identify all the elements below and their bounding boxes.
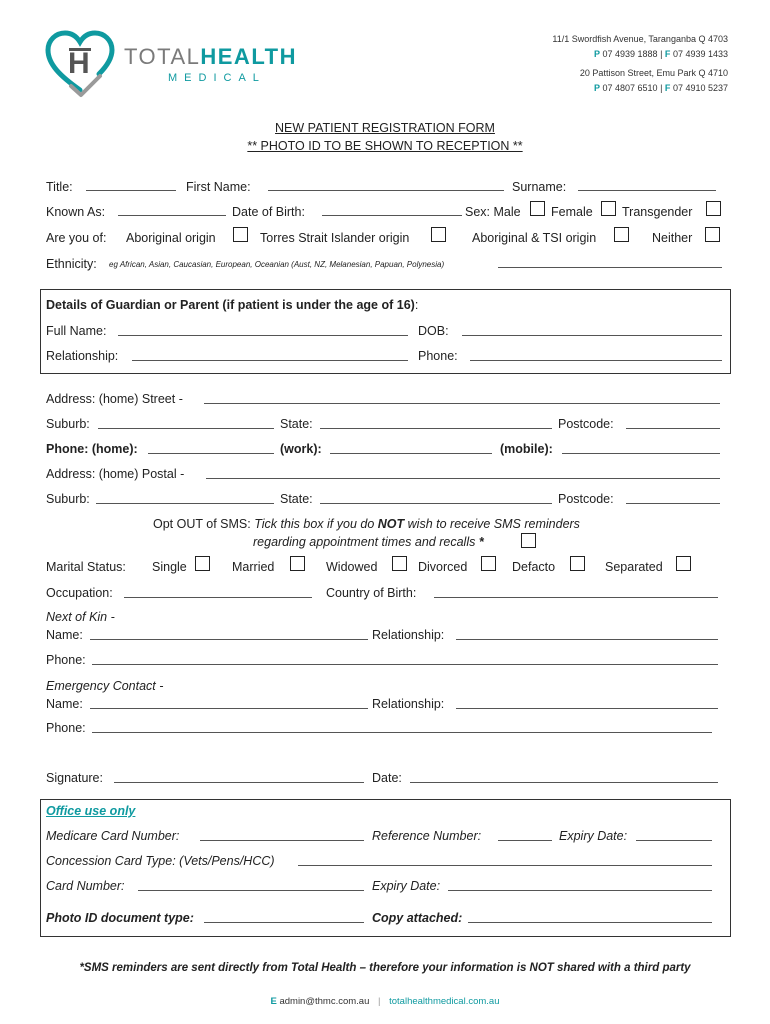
concession-label: Concession Card Type: (Vets/Pens/HCC) bbox=[46, 854, 275, 868]
married-label: Married bbox=[232, 560, 275, 574]
home-street-field[interactable] bbox=[204, 403, 720, 404]
signature-label: Signature: bbox=[46, 771, 103, 785]
title-label: Title: bbox=[46, 180, 73, 194]
state-field[interactable] bbox=[320, 428, 552, 429]
ethnicity-label: Ethnicity: bbox=[46, 257, 97, 271]
first-name-field[interactable] bbox=[268, 190, 504, 191]
copy-attached-label: Copy attached: bbox=[372, 911, 463, 925]
phone-fax-1 bbox=[552, 47, 728, 62]
reference-label: Reference Number: bbox=[372, 829, 482, 843]
separated-label: Separated bbox=[605, 560, 663, 574]
neither-checkbox[interactable] bbox=[705, 227, 720, 242]
guardian-heading bbox=[46, 298, 418, 312]
guardian-relationship-field[interactable] bbox=[132, 360, 408, 361]
female-checkbox[interactable] bbox=[601, 201, 616, 216]
state2-label: State: bbox=[280, 492, 313, 506]
suburb2-label: Suburb: bbox=[46, 492, 90, 506]
separator: | bbox=[660, 83, 663, 93]
expiry2-label: Expiry Date: bbox=[372, 879, 441, 893]
emergency-heading: Emergency Contact - bbox=[46, 679, 164, 693]
sms-line-1 bbox=[153, 517, 580, 531]
separator: | bbox=[660, 49, 663, 59]
address-1: 11/1 Swordfish Avenue, Taranganba Q 4703 bbox=[552, 34, 728, 44]
p-label: P bbox=[593, 49, 600, 59]
address-2: 20 Pattison Street, Emu Park Q 4710 bbox=[579, 68, 728, 78]
nok-relationship-label: Relationship: bbox=[372, 628, 445, 642]
brand-name-bold: HEALTH bbox=[200, 44, 297, 69]
expiry-label: Expiry Date: bbox=[559, 829, 628, 843]
home-street-label: Address: (home) Street - bbox=[46, 392, 183, 406]
atsi-label: Aboriginal & TSI origin bbox=[472, 231, 597, 245]
photo-id-field[interactable] bbox=[204, 922, 364, 923]
emergency-name-field[interactable] bbox=[90, 708, 368, 709]
nok-name-field[interactable] bbox=[90, 639, 368, 640]
suburb2-field[interactable] bbox=[96, 503, 274, 504]
postcode-label: Postcode: bbox=[558, 417, 614, 431]
sms-line-2-text: regarding appointment times and recalls bbox=[253, 535, 476, 549]
emergency-name-label: Name: bbox=[46, 697, 83, 711]
brand-name bbox=[124, 44, 297, 70]
form-title: NEW PATIENT REGISTRATION FORM bbox=[275, 121, 495, 135]
emergency-relationship-label: Relationship: bbox=[372, 697, 445, 711]
phone-1: 07 4939 1888 bbox=[602, 49, 658, 59]
phone-mobile-field[interactable] bbox=[562, 453, 720, 454]
brand-sub: MEDICAL bbox=[168, 72, 266, 84]
widowed-checkbox[interactable] bbox=[392, 556, 407, 571]
f-label: F bbox=[664, 83, 671, 93]
card-number-field[interactable] bbox=[138, 890, 364, 891]
aboriginal-checkbox[interactable] bbox=[233, 227, 248, 242]
married-checkbox[interactable] bbox=[290, 556, 305, 571]
occupation-label: Occupation: bbox=[46, 586, 113, 600]
widowed-label: Widowed bbox=[326, 560, 378, 574]
phone-2: 07 4807 6510 bbox=[602, 83, 658, 93]
form-subtitle: ** PHOTO ID TO BE SHOWN TO RECEPTION ** bbox=[247, 139, 523, 153]
emergency-phone-label: Phone: bbox=[46, 721, 86, 735]
single-checkbox[interactable] bbox=[195, 556, 210, 571]
suburb-field[interactable] bbox=[98, 428, 274, 429]
phone-mobile-label: (mobile): bbox=[500, 442, 553, 456]
state2-field[interactable] bbox=[320, 503, 552, 504]
torres-checkbox[interactable] bbox=[431, 227, 446, 242]
sms-prefix: Opt OUT of SMS: bbox=[153, 517, 251, 531]
guardian-dob-label: DOB: bbox=[418, 324, 449, 338]
phone-fax-2 bbox=[552, 81, 728, 96]
footer-separator: | bbox=[378, 996, 381, 1007]
copy-attached-field[interactable] bbox=[468, 922, 712, 923]
postcode2-label: Postcode: bbox=[558, 492, 614, 506]
occupation-field[interactable] bbox=[124, 597, 312, 598]
date-label: Date: bbox=[372, 771, 402, 785]
postcode2-field[interactable] bbox=[626, 503, 720, 504]
female-label: Female bbox=[551, 205, 593, 219]
expiry2-field[interactable] bbox=[448, 890, 712, 891]
sms-text-1: Tick this box if you do bbox=[254, 517, 375, 531]
sms-line-2 bbox=[253, 535, 484, 549]
aboriginal-label: Aboriginal origin bbox=[126, 231, 216, 245]
transgender-label: Transgender bbox=[622, 205, 693, 219]
footer-website[interactable]: totalhealthmedical.com.au bbox=[389, 996, 500, 1007]
guardian-phone-label: Phone: bbox=[418, 349, 458, 363]
title-field[interactable] bbox=[86, 190, 176, 191]
phone-work-field[interactable] bbox=[330, 453, 492, 454]
photo-id-label: Photo ID document type: bbox=[46, 911, 194, 925]
footer-contact bbox=[0, 996, 770, 1007]
guardian-heading-text: Details of Guardian or Parent (if patient is under the age of 16) bbox=[46, 298, 415, 312]
next-of-kin-heading: Next of Kin - bbox=[46, 610, 115, 624]
transgender-checkbox[interactable] bbox=[706, 201, 721, 216]
concession-field[interactable] bbox=[298, 865, 712, 866]
marital-label: Marital Status: bbox=[46, 560, 126, 574]
postal-label: Address: (home) Postal - bbox=[46, 467, 185, 481]
divorced-checkbox[interactable] bbox=[481, 556, 496, 571]
ethnicity-field[interactable] bbox=[498, 267, 722, 268]
nok-phone-label: Phone: bbox=[46, 653, 86, 667]
male-checkbox[interactable] bbox=[530, 201, 545, 216]
emergency-phone-field[interactable] bbox=[92, 732, 712, 733]
guardian-dob-field[interactable] bbox=[462, 335, 722, 336]
country-label: Country of Birth: bbox=[326, 586, 417, 600]
first-name-label: First Name: bbox=[186, 180, 251, 194]
medicare-field[interactable] bbox=[200, 840, 364, 841]
fax-2: 07 4910 5237 bbox=[672, 83, 728, 93]
date-field[interactable] bbox=[410, 782, 718, 783]
reference-field[interactable] bbox=[498, 840, 552, 841]
nok-name-label: Name: bbox=[46, 628, 83, 642]
fax-1: 07 4939 1433 bbox=[672, 49, 728, 59]
footer-email[interactable]: admin@thmc.com.au bbox=[279, 996, 370, 1007]
sms-text-2: wish to receive SMS reminders bbox=[407, 517, 580, 531]
torres-label: Torres Strait Islander origin bbox=[260, 231, 410, 245]
dob-field[interactable] bbox=[322, 215, 462, 216]
expiry-field[interactable] bbox=[636, 840, 712, 841]
separated-checkbox[interactable] bbox=[676, 556, 691, 571]
logo-letter: H bbox=[68, 47, 90, 80]
office-heading: Office use only bbox=[46, 804, 136, 818]
defacto-label: Defacto bbox=[512, 560, 556, 574]
sms-not: NOT bbox=[377, 517, 405, 531]
nok-relationship-field[interactable] bbox=[456, 639, 718, 640]
ethnicity-hint: eg African, Asian, Caucasian, European, Oceanian (Aust, NZ, Melanesian, Papuan, Polynesia) bbox=[109, 260, 445, 269]
country-field[interactable] bbox=[434, 597, 718, 598]
postcode-field[interactable] bbox=[626, 428, 720, 429]
surname-label: Surname: bbox=[512, 180, 567, 194]
guardian-full-name-label: Full Name: bbox=[46, 324, 107, 338]
phone-home-field[interactable] bbox=[148, 453, 274, 454]
sms-star: * bbox=[478, 535, 484, 549]
guardian-heading-colon: : bbox=[414, 298, 419, 312]
defacto-checkbox[interactable] bbox=[570, 556, 585, 571]
nok-phone-field[interactable] bbox=[92, 664, 718, 665]
guardian-phone-field[interactable] bbox=[470, 360, 722, 361]
guardian-full-name-field[interactable] bbox=[118, 335, 408, 336]
sms-opt-out-checkbox[interactable] bbox=[521, 533, 536, 548]
p-label: P bbox=[593, 83, 600, 93]
medicare-label: Medicare Card Number: bbox=[46, 829, 180, 843]
footer-note: *SMS reminders are sent directly from Total Health – therefore your information is NOT shared with a third party bbox=[79, 962, 691, 974]
surname-field[interactable] bbox=[578, 190, 716, 191]
state-label: State: bbox=[280, 417, 313, 431]
neither-label: Neither bbox=[652, 231, 693, 245]
divorced-label: Divorced bbox=[418, 560, 468, 574]
known-as-label: Known As: bbox=[46, 205, 106, 219]
contact-block bbox=[552, 32, 728, 96]
emergency-relationship-field[interactable] bbox=[456, 708, 718, 709]
postal-field[interactable] bbox=[206, 478, 720, 479]
are-you-label: Are you of: bbox=[46, 231, 107, 245]
f-label: F bbox=[664, 49, 671, 59]
suburb-label: Suburb: bbox=[46, 417, 90, 431]
signature-field[interactable] bbox=[114, 782, 364, 783]
sex-male-label: Sex: Male bbox=[465, 205, 521, 219]
dob-label: Date of Birth: bbox=[232, 205, 305, 219]
logo bbox=[44, 28, 324, 98]
card-number-label: Card Number: bbox=[46, 879, 125, 893]
phone-home-label: Phone: (home): bbox=[46, 442, 138, 456]
brand-name-light: TOTAL bbox=[124, 44, 201, 69]
email-label: E bbox=[270, 996, 277, 1007]
known-as-field[interactable] bbox=[118, 215, 226, 216]
phone-work-label: (work): bbox=[280, 442, 322, 456]
atsi-checkbox[interactable] bbox=[614, 227, 629, 242]
guardian-relationship-label: Relationship: bbox=[46, 349, 119, 363]
single-label: Single bbox=[152, 560, 187, 574]
